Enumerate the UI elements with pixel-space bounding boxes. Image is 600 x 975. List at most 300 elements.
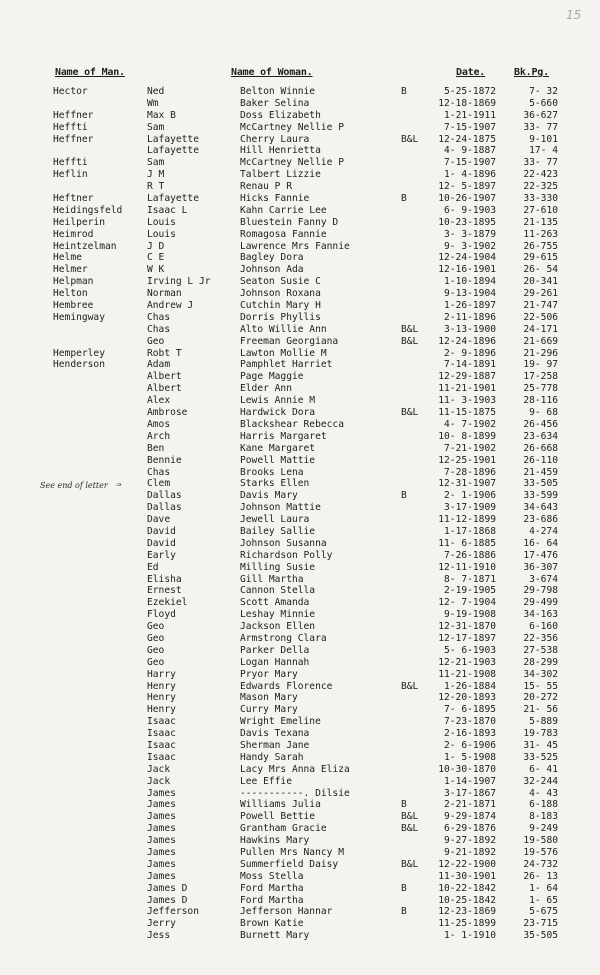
marriage-date: 12-31-1870 bbox=[438, 621, 496, 633]
record-row bbox=[0, 692, 600, 704]
marriage-date: 10- 8-1899 bbox=[438, 430, 496, 442]
record-row bbox=[0, 609, 600, 621]
record-row bbox=[0, 728, 600, 740]
record-row bbox=[0, 110, 600, 122]
book-page: 20-341 bbox=[523, 276, 558, 288]
record-row bbox=[0, 633, 600, 645]
record-row bbox=[0, 252, 600, 264]
woman-name: Davis Mary bbox=[240, 490, 298, 502]
man-given-name: Henry bbox=[147, 680, 176, 692]
man-surname: Heintzelman bbox=[53, 240, 117, 252]
record-source: B bbox=[401, 490, 407, 502]
book-page: 26-668 bbox=[523, 442, 558, 454]
header-name-of-man: Name of Man. bbox=[55, 67, 125, 78]
marriage-date: 9-29-1874 bbox=[444, 811, 496, 823]
marriage-date: 7-23-1870 bbox=[444, 716, 496, 728]
woman-name: Johnson Susanna bbox=[240, 537, 327, 549]
woman-name: Grantham Gracie bbox=[240, 823, 327, 835]
woman-name: Johnson Roxana bbox=[240, 288, 321, 300]
record-row bbox=[0, 359, 600, 371]
record-row bbox=[0, 574, 600, 586]
man-given-name: Isaac bbox=[147, 739, 176, 751]
book-page: 6-160 bbox=[529, 621, 558, 633]
woman-name: Dorris Phyllis bbox=[240, 311, 321, 323]
record-row bbox=[0, 657, 600, 669]
marriage-date: 5-25-1872 bbox=[444, 86, 496, 97]
man-given-name: Ned bbox=[147, 86, 165, 97]
woman-name: Hawkins Mary bbox=[240, 835, 310, 847]
record-row bbox=[0, 645, 600, 657]
record-row bbox=[0, 122, 600, 134]
woman-name: Bailey Sallie bbox=[240, 525, 316, 537]
record-row bbox=[0, 324, 600, 336]
woman-name: Cannon Stella bbox=[240, 585, 316, 597]
woman-name: Cherry Laura bbox=[240, 133, 310, 145]
marriage-date: 3-13-1900 bbox=[444, 323, 496, 335]
woman-name: Renau P R bbox=[240, 181, 292, 193]
man-surname: Heffner bbox=[53, 109, 94, 121]
man-given-name: Irving L Jr bbox=[147, 276, 211, 288]
woman-name: Milling Susie bbox=[240, 561, 316, 573]
man-given-name: Jack bbox=[147, 763, 171, 775]
man-surname: Helton bbox=[53, 288, 88, 300]
record-row bbox=[0, 788, 600, 800]
book-page: 9-249 bbox=[529, 823, 558, 835]
woman-name: Jefferson Hannar bbox=[240, 906, 333, 918]
book-page: 7- 32 bbox=[529, 86, 558, 97]
woman-name: Hardwick Dora bbox=[240, 407, 316, 419]
book-page: 31- 45 bbox=[523, 739, 558, 751]
record-row bbox=[0, 859, 600, 871]
record-row bbox=[0, 526, 600, 538]
book-page: 22-325 bbox=[523, 181, 558, 193]
book-page: 33-525 bbox=[523, 751, 558, 763]
man-given-name: Geo bbox=[147, 656, 165, 668]
marriage-date: 7-26-1886 bbox=[444, 549, 496, 561]
woman-name: Summerfield Daisy bbox=[240, 858, 339, 870]
man-given-name: James bbox=[147, 799, 176, 811]
woman-name: Wright Emeline bbox=[240, 716, 321, 728]
marriage-date: 11- 6-1885 bbox=[438, 537, 496, 549]
book-page: 4- 43 bbox=[529, 787, 558, 799]
marriage-date: 12-25-1901 bbox=[438, 454, 496, 466]
book-page: 35-505 bbox=[523, 930, 558, 942]
marriage-date: 2-11-1896 bbox=[444, 311, 496, 323]
marriage-date: 2-21-1871 bbox=[444, 799, 496, 811]
marriage-date: 11-21-1901 bbox=[438, 383, 496, 395]
man-given-name: Bennie bbox=[147, 454, 182, 466]
man-given-name: Geo bbox=[147, 621, 165, 633]
marriage-date: 9- 3-1902 bbox=[444, 240, 496, 252]
record-row bbox=[0, 478, 600, 490]
record-row bbox=[0, 443, 600, 455]
record-source: B&L bbox=[401, 823, 419, 835]
margin-note: See end of letter bbox=[40, 481, 108, 490]
woman-name: Kane Margaret bbox=[240, 442, 316, 454]
record-source: B&L bbox=[401, 335, 419, 347]
woman-name: Pryor Mary bbox=[240, 668, 298, 680]
man-given-name: Chas bbox=[147, 323, 171, 335]
man-given-name: Jefferson bbox=[147, 906, 199, 918]
book-page: 36-627 bbox=[523, 109, 558, 121]
record-row bbox=[0, 217, 600, 229]
marriage-date: 10-26-1907 bbox=[438, 193, 496, 205]
man-surname: Heffti bbox=[53, 157, 88, 169]
man-surname: Heflin bbox=[53, 169, 88, 181]
record-row bbox=[0, 895, 600, 907]
man-given-name: Jess bbox=[147, 930, 171, 942]
record-row bbox=[0, 229, 600, 241]
woman-name: McCartney Nellie P bbox=[240, 157, 344, 169]
man-surname: Hembree bbox=[53, 300, 94, 312]
marriage-date: 10-23-1895 bbox=[438, 216, 496, 228]
man-given-name: Dallas bbox=[147, 490, 182, 502]
man-surname: Heffner bbox=[53, 133, 94, 145]
book-page: 36-307 bbox=[523, 561, 558, 573]
woman-name: Lee Effie bbox=[240, 775, 292, 787]
man-surname: Heftner bbox=[53, 193, 94, 205]
book-page: 22-423 bbox=[523, 169, 558, 181]
woman-name: Kahn Carrie Lee bbox=[240, 204, 327, 216]
record-row bbox=[0, 621, 600, 633]
book-page: 33-599 bbox=[523, 490, 558, 502]
woman-name: Lawrence Mrs Fannie bbox=[240, 240, 350, 252]
man-given-name: Clem bbox=[147, 478, 171, 490]
book-page: 33-505 bbox=[523, 478, 558, 490]
record-row bbox=[0, 312, 600, 324]
woman-name: Moss Stella bbox=[240, 870, 304, 882]
woman-name: Richardson Polly bbox=[240, 549, 333, 561]
man-surname: Hector bbox=[53, 86, 88, 97]
man-given-name: Lafayette bbox=[147, 133, 199, 145]
book-page: 3-674 bbox=[529, 573, 558, 585]
marriage-date: 12-24-1896 bbox=[438, 335, 496, 347]
book-page: 28-299 bbox=[523, 656, 558, 668]
record-row bbox=[0, 348, 600, 360]
man-given-name: J D bbox=[147, 240, 165, 252]
woman-name: Williams Julia bbox=[240, 799, 321, 811]
woman-name: Page Maggie bbox=[240, 371, 304, 383]
record-row bbox=[0, 205, 600, 217]
man-given-name: James D bbox=[147, 894, 188, 906]
man-surname: Heilperin bbox=[53, 216, 105, 228]
record-source: B bbox=[401, 86, 407, 97]
marriage-date: 1- 5-1908 bbox=[444, 751, 496, 763]
book-page: 29-499 bbox=[523, 597, 558, 609]
woman-name: Handy Sarah bbox=[240, 751, 304, 763]
man-given-name: W K bbox=[147, 264, 165, 276]
man-given-name: Chas bbox=[147, 466, 171, 478]
woman-name: Mason Mary bbox=[240, 692, 298, 704]
record-row bbox=[0, 157, 600, 169]
man-given-name: Louis bbox=[147, 216, 176, 228]
marriage-date: 8- 7-1871 bbox=[444, 573, 496, 585]
marriage-date: 2- 1-1906 bbox=[444, 490, 496, 502]
woman-name: Pamphlet Harriet bbox=[240, 359, 333, 371]
book-page: 33- 77 bbox=[523, 157, 558, 169]
book-page: 22-356 bbox=[523, 632, 558, 644]
man-given-name: Albert bbox=[147, 383, 182, 395]
man-given-name: Lafayette bbox=[147, 145, 199, 157]
man-given-name: David bbox=[147, 525, 176, 537]
man-given-name: J M bbox=[147, 169, 165, 181]
record-row bbox=[0, 930, 600, 942]
record-row bbox=[0, 181, 600, 193]
record-row bbox=[0, 799, 600, 811]
marriage-date: 12-24-1875 bbox=[438, 133, 496, 145]
marriage-date: 10-30-1870 bbox=[438, 763, 496, 775]
man-given-name: Louis bbox=[147, 228, 176, 240]
header-book-page: Bk.Pg. bbox=[514, 67, 549, 78]
marriage-date: 1-21-1911 bbox=[444, 109, 496, 121]
woman-name: Davis Texana bbox=[240, 728, 310, 740]
marriage-date: 2-16-1893 bbox=[444, 728, 496, 740]
book-page: 23-686 bbox=[523, 514, 558, 526]
record-source: B&L bbox=[401, 407, 419, 419]
record-row bbox=[0, 86, 600, 98]
woman-name: Ford Martha bbox=[240, 882, 304, 894]
record-row bbox=[0, 550, 600, 562]
book-page: 5-660 bbox=[529, 97, 558, 109]
marriage-date: 12-24-1904 bbox=[438, 252, 496, 264]
book-page: 29-261 bbox=[523, 288, 558, 300]
book-page: 19-783 bbox=[523, 728, 558, 740]
record-row bbox=[0, 371, 600, 383]
record-row bbox=[0, 134, 600, 146]
woman-name: Seaton Susie C bbox=[240, 276, 321, 288]
marriage-date: 11-21-1908 bbox=[438, 668, 496, 680]
man-surname: Heimrod bbox=[53, 228, 94, 240]
book-page: 29-615 bbox=[523, 252, 558, 264]
record-row bbox=[0, 918, 600, 930]
man-given-name: Elisha bbox=[147, 573, 182, 585]
book-page: 29-798 bbox=[523, 585, 558, 597]
woman-name: Romagosa Fannie bbox=[240, 228, 327, 240]
marriage-date: 12-17-1897 bbox=[438, 632, 496, 644]
book-page: 8-183 bbox=[529, 811, 558, 823]
woman-name: Elder Ann bbox=[240, 383, 292, 395]
woman-name: Parker Della bbox=[240, 644, 310, 656]
record-row bbox=[0, 776, 600, 788]
marriage-date: 1-10-1894 bbox=[444, 276, 496, 288]
book-page: 32-244 bbox=[523, 775, 558, 787]
book-page: 33-330 bbox=[523, 193, 558, 205]
record-row bbox=[0, 288, 600, 300]
man-given-name: Alex bbox=[147, 395, 171, 407]
book-page: 6-188 bbox=[529, 799, 558, 811]
book-page: 34-643 bbox=[523, 502, 558, 514]
book-page: 9-101 bbox=[529, 133, 558, 145]
marriage-date: 12-23-1869 bbox=[438, 906, 496, 918]
record-row bbox=[0, 455, 600, 467]
man-given-name: Geo bbox=[147, 632, 165, 644]
woman-name: Edwards Florence bbox=[240, 680, 333, 692]
marriage-date: 1-26-1884 bbox=[444, 680, 496, 692]
record-row bbox=[0, 716, 600, 728]
man-surname: Helpman bbox=[53, 276, 94, 288]
woman-name: Pullen Mrs Nancy M bbox=[240, 847, 344, 858]
record-source: B bbox=[401, 906, 407, 918]
man-given-name: Geo bbox=[147, 335, 165, 347]
woman-name: Talbert Lizzie bbox=[240, 169, 321, 181]
man-given-name: Chas bbox=[147, 311, 171, 323]
record-row bbox=[0, 740, 600, 752]
marriage-date: 7-15-1907 bbox=[444, 121, 496, 133]
book-page: 33- 77 bbox=[523, 121, 558, 133]
man-surname: Henderson bbox=[53, 359, 105, 371]
book-page: 20-272 bbox=[523, 692, 558, 704]
man-given-name: Isaac bbox=[147, 728, 176, 740]
woman-name: Armstrong Clara bbox=[240, 632, 327, 644]
record-row bbox=[0, 169, 600, 181]
woman-name: Curry Mary bbox=[240, 704, 298, 716]
record-row bbox=[0, 585, 600, 597]
man-given-name: James bbox=[147, 811, 176, 823]
book-page: 34-163 bbox=[523, 609, 558, 621]
record-row bbox=[0, 906, 600, 918]
woman-name: Alto Willie Ann bbox=[240, 323, 327, 335]
marriage-date: 9-21-1892 bbox=[444, 847, 496, 858]
man-given-name: James bbox=[147, 870, 176, 882]
record-source: B&L bbox=[401, 680, 419, 692]
man-given-name: Ernest bbox=[147, 585, 182, 597]
margin-arrow-icon: ⇒ bbox=[116, 480, 122, 490]
marriage-date: 7-15-1907 bbox=[444, 157, 496, 169]
record-row bbox=[0, 681, 600, 693]
marriage-date: 3-17-1909 bbox=[444, 502, 496, 514]
book-page: 23-715 bbox=[523, 918, 558, 930]
record-row bbox=[0, 704, 600, 716]
man-given-name: James bbox=[147, 787, 176, 799]
woman-name: Jackson Ellen bbox=[240, 621, 316, 633]
book-page: 1- 64 bbox=[529, 882, 558, 894]
book-page: 21-669 bbox=[523, 335, 558, 347]
record-row bbox=[0, 241, 600, 253]
record-row bbox=[0, 764, 600, 776]
book-page: 21-459 bbox=[523, 466, 558, 478]
record-row bbox=[0, 562, 600, 574]
woman-name: Brooks Lena bbox=[240, 466, 304, 478]
woman-name: Starks Ellen bbox=[240, 478, 310, 490]
man-given-name: Robt T bbox=[147, 347, 182, 359]
man-given-name: Wm bbox=[147, 97, 159, 109]
record-row bbox=[0, 871, 600, 883]
man-given-name: Early bbox=[147, 549, 176, 561]
book-page: 26- 13 bbox=[523, 870, 558, 882]
book-page: 17-258 bbox=[523, 371, 558, 383]
marriage-date: 1- 1-1910 bbox=[444, 930, 496, 942]
record-source: B bbox=[401, 799, 407, 811]
record-source: B&L bbox=[401, 811, 419, 823]
marriage-date: 10-25-1842 bbox=[438, 894, 496, 906]
book-page: 27-538 bbox=[523, 644, 558, 656]
marriage-date: 11- 3-1903 bbox=[438, 395, 496, 407]
marriage-date: 9-27-1892 bbox=[444, 835, 496, 847]
record-row bbox=[0, 419, 600, 431]
man-given-name: Dave bbox=[147, 514, 171, 526]
marriage-date: 10-22-1842 bbox=[438, 882, 496, 894]
book-page: 27-610 bbox=[523, 204, 558, 216]
man-given-name: Isaac bbox=[147, 716, 176, 728]
man-given-name: James bbox=[147, 823, 176, 835]
record-row bbox=[0, 847, 600, 859]
book-page: 26- 54 bbox=[523, 264, 558, 276]
woman-name: Powell Bettie bbox=[240, 811, 316, 823]
man-surname: Helmer bbox=[53, 264, 88, 276]
man-given-name: James bbox=[147, 847, 176, 858]
marriage-date: 4- 9-1887 bbox=[444, 145, 496, 157]
man-given-name: Isaac L bbox=[147, 204, 188, 216]
record-source: B bbox=[401, 193, 407, 205]
man-given-name: Lafayette bbox=[147, 193, 199, 205]
man-given-name: Floyd bbox=[147, 609, 176, 621]
marriage-date: 2- 6-1906 bbox=[444, 739, 496, 751]
record-row bbox=[0, 145, 600, 157]
woman-name: Hill Henrietta bbox=[240, 145, 321, 157]
record-row bbox=[0, 336, 600, 348]
man-given-name: Isaac bbox=[147, 751, 176, 763]
man-given-name: Jerry bbox=[147, 918, 176, 930]
woman-name: Gill Martha bbox=[240, 573, 304, 585]
woman-name: Doss Elizabeth bbox=[240, 109, 321, 121]
man-given-name: James D bbox=[147, 882, 188, 894]
book-page: 28-116 bbox=[523, 395, 558, 407]
marriage-date: 11-12-1899 bbox=[438, 514, 496, 526]
book-page: 9- 68 bbox=[529, 407, 558, 419]
woman-name: Bagley Dora bbox=[240, 252, 304, 264]
man-surname: Helme bbox=[53, 252, 82, 264]
marriage-date: 4- 7-1902 bbox=[444, 418, 496, 430]
man-given-name: Ed bbox=[147, 561, 159, 573]
marriage-date: 12-20-1893 bbox=[438, 692, 496, 704]
woman-name: Lawton Mollie M bbox=[240, 347, 327, 359]
woman-name: Powell Mattie bbox=[240, 454, 316, 466]
marriage-date: 9-13-1904 bbox=[444, 288, 496, 300]
record-row bbox=[0, 597, 600, 609]
man-given-name: Arch bbox=[147, 430, 171, 442]
marriage-date: 12-31-1907 bbox=[438, 478, 496, 490]
marriage-date: 7- 6-1895 bbox=[444, 704, 496, 716]
record-source: B&L bbox=[401, 323, 419, 335]
marriage-records-list bbox=[0, 86, 600, 942]
record-row bbox=[0, 669, 600, 681]
woman-name: Lewis Annie M bbox=[240, 395, 316, 407]
record-row bbox=[0, 395, 600, 407]
record-row bbox=[0, 823, 600, 835]
book-page: 22-506 bbox=[523, 311, 558, 323]
man-given-name: Ambrose bbox=[147, 407, 188, 419]
marriage-date: 1-14-1907 bbox=[444, 775, 496, 787]
man-given-name: Geo bbox=[147, 644, 165, 656]
book-page: 25-778 bbox=[523, 383, 558, 395]
book-page: 21-296 bbox=[523, 347, 558, 359]
book-page: 26-456 bbox=[523, 418, 558, 430]
man-surname: Heidingsfeld bbox=[53, 204, 123, 216]
book-page: 15- 55 bbox=[523, 680, 558, 692]
book-page: 17-476 bbox=[523, 549, 558, 561]
marriage-date: 1-26-1897 bbox=[444, 300, 496, 312]
man-given-name: Sam bbox=[147, 121, 165, 133]
book-page: 21-135 bbox=[523, 216, 558, 228]
book-page: 16- 64 bbox=[523, 537, 558, 549]
woman-name: Belton Winnie bbox=[240, 86, 316, 97]
record-source: B&L bbox=[401, 858, 419, 870]
woman-name: Bluestein Fanny D bbox=[240, 216, 339, 228]
woman-name: McCartney Nellie P bbox=[240, 121, 344, 133]
record-row bbox=[0, 752, 600, 764]
woman-name: Ford Martha bbox=[240, 894, 304, 906]
marriage-date: 7-14-1891 bbox=[444, 359, 496, 371]
